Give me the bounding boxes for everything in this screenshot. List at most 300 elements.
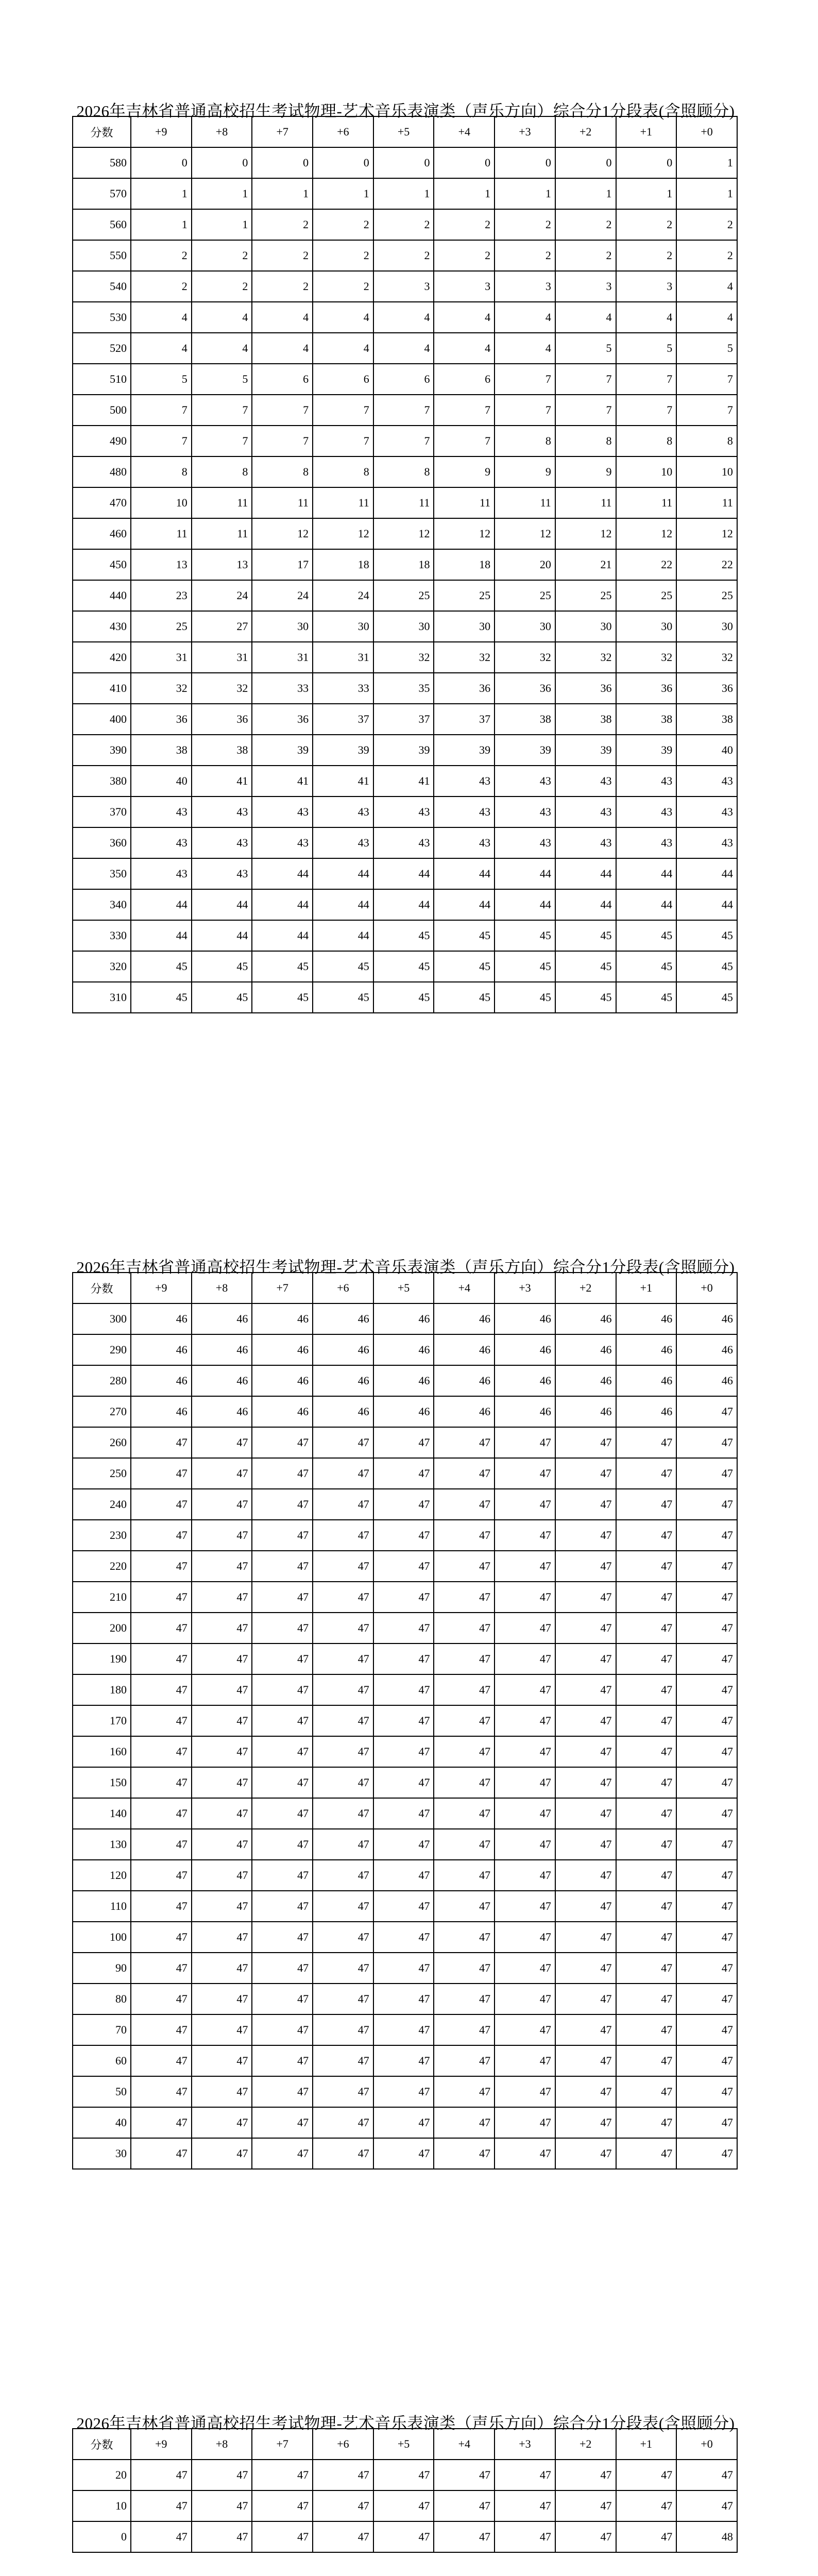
table-row <box>73 1643 737 1674</box>
count-cell: 3 <box>616 271 677 302</box>
table-row <box>73 1365 737 1396</box>
count-cell: 44 <box>313 889 373 920</box>
count-cell: 47 <box>676 1767 737 1798</box>
count-cell: 47 <box>616 1829 677 1860</box>
count-cell: 47 <box>676 1953 737 1984</box>
score-cell: 60 <box>73 2045 131 2076</box>
count-cell: 4 <box>676 271 737 302</box>
count-cell: 45 <box>495 982 555 1013</box>
count-cell: 11 <box>192 487 252 518</box>
table-row <box>73 1798 737 1829</box>
count-cell: 8 <box>313 456 373 487</box>
count-cell: 47 <box>555 1458 616 1489</box>
count-cell: 47 <box>616 1767 677 1798</box>
count-cell: 47 <box>131 1984 192 2014</box>
count-cell: 44 <box>373 889 434 920</box>
count-cell: 47 <box>434 1427 495 1458</box>
count-cell: 46 <box>252 1334 313 1365</box>
count-cell: 45 <box>616 920 677 951</box>
count-cell: 47 <box>131 1767 192 1798</box>
count-cell: 47 <box>131 2460 192 2490</box>
count-cell: 7 <box>555 395 616 426</box>
count-cell: 47 <box>252 2107 313 2138</box>
count-cell: 47 <box>495 1582 555 1613</box>
score-cell: 530 <box>73 302 131 333</box>
count-cell: 44 <box>192 889 252 920</box>
count-cell: 46 <box>555 1334 616 1365</box>
score-cell: 30 <box>73 2138 131 2169</box>
count-cell: 32 <box>676 642 737 673</box>
count-cell: 47 <box>676 1520 737 1551</box>
count-cell: 46 <box>131 1396 192 1427</box>
count-cell: 30 <box>676 611 737 642</box>
count-cell: 47 <box>373 1643 434 1674</box>
count-cell: 47 <box>131 1582 192 1613</box>
score-cell: 130 <box>73 1829 131 1860</box>
count-cell: 47 <box>555 2460 616 2490</box>
count-cell: 47 <box>555 1736 616 1767</box>
count-cell: 46 <box>373 1303 434 1334</box>
score-cell: 40 <box>73 2107 131 2138</box>
count-cell: 7 <box>495 364 555 395</box>
count-cell: 10 <box>676 456 737 487</box>
count-cell: 47 <box>676 1396 737 1427</box>
count-cell: 5 <box>192 364 252 395</box>
table-row <box>73 673 737 704</box>
score-table <box>72 116 738 1013</box>
header-row <box>73 116 737 147</box>
count-cell: 47 <box>616 2490 677 2521</box>
count-cell: 41 <box>373 766 434 796</box>
count-cell: 47 <box>131 2045 192 2076</box>
count-cell: 25 <box>555 580 616 611</box>
count-cell: 12 <box>313 518 373 549</box>
count-cell: 37 <box>373 704 434 735</box>
count-cell: 47 <box>313 1705 373 1736</box>
header-row <box>73 1273 737 1303</box>
score-cell: 390 <box>73 735 131 766</box>
count-cell: 47 <box>555 2490 616 2521</box>
count-cell: 47 <box>373 2460 434 2490</box>
count-cell: 45 <box>555 982 616 1013</box>
score-cell: 310 <box>73 982 131 1013</box>
count-cell: 4 <box>131 302 192 333</box>
count-cell: 43 <box>495 827 555 858</box>
header-bonus: +2 <box>555 1273 616 1303</box>
count-cell: 47 <box>252 2045 313 2076</box>
count-cell: 47 <box>434 2521 495 2552</box>
count-cell: 32 <box>192 673 252 704</box>
count-cell: 39 <box>555 735 616 766</box>
count-cell: 47 <box>373 1551 434 1582</box>
count-cell: 44 <box>434 858 495 889</box>
count-cell: 7 <box>676 395 737 426</box>
count-cell: 47 <box>434 1582 495 1613</box>
count-cell: 25 <box>373 580 434 611</box>
count-cell: 47 <box>676 2138 737 2169</box>
count-cell: 47 <box>495 2076 555 2107</box>
count-cell: 45 <box>192 982 252 1013</box>
header-bonus: +8 <box>192 116 252 147</box>
count-cell: 47 <box>131 2014 192 2045</box>
score-cell: 380 <box>73 766 131 796</box>
score-cell: 560 <box>73 209 131 240</box>
header-bonus: +8 <box>192 2429 252 2460</box>
count-cell: 47 <box>373 1922 434 1953</box>
count-cell: 47 <box>313 1582 373 1613</box>
page-2 <box>0 1156 818 2312</box>
count-cell: 47 <box>434 2490 495 2521</box>
count-cell: 44 <box>373 858 434 889</box>
count-cell: 3 <box>373 271 434 302</box>
count-cell: 47 <box>192 1953 252 1984</box>
count-cell: 33 <box>252 673 313 704</box>
count-cell: 45 <box>373 982 434 1013</box>
count-cell: 22 <box>616 549 677 580</box>
score-cell: 270 <box>73 1396 131 1427</box>
count-cell: 47 <box>313 1736 373 1767</box>
count-cell: 47 <box>252 1705 313 1736</box>
count-cell: 2 <box>434 209 495 240</box>
count-cell: 43 <box>252 827 313 858</box>
header-bonus: +7 <box>252 1273 313 1303</box>
count-cell: 46 <box>495 1334 555 1365</box>
count-cell: 47 <box>131 1674 192 1705</box>
count-cell: 7 <box>373 395 434 426</box>
count-cell: 13 <box>131 549 192 580</box>
header-bonus: +1 <box>616 2429 677 2460</box>
count-cell: 47 <box>555 1613 616 1643</box>
count-cell: 47 <box>676 1551 737 1582</box>
count-cell: 47 <box>495 1613 555 1643</box>
count-cell: 22 <box>676 549 737 580</box>
count-cell: 43 <box>616 827 677 858</box>
count-cell: 46 <box>495 1396 555 1427</box>
count-cell: 47 <box>495 2045 555 2076</box>
count-cell: 47 <box>495 1643 555 1674</box>
count-cell: 47 <box>252 1551 313 1582</box>
count-cell: 46 <box>131 1334 192 1365</box>
count-cell: 30 <box>495 611 555 642</box>
count-cell: 47 <box>313 1643 373 1674</box>
count-cell: 47 <box>313 1427 373 1458</box>
count-cell: 47 <box>192 2460 252 2490</box>
count-cell: 47 <box>434 2460 495 2490</box>
count-cell: 47 <box>495 1674 555 1705</box>
count-cell: 47 <box>192 1767 252 1798</box>
table-row <box>73 1582 737 1613</box>
count-cell: 47 <box>252 1458 313 1489</box>
count-cell: 47 <box>616 1489 677 1520</box>
table-title: 2026年吉林省普通高校招生考试物理-艺术音乐表演类（声乐方向）综合分1分段表(含照顾分) <box>76 2414 735 2432</box>
count-cell: 47 <box>495 1922 555 1953</box>
table-row <box>73 889 737 920</box>
count-cell: 43 <box>373 827 434 858</box>
count-cell: 4 <box>313 302 373 333</box>
table-row <box>73 549 737 580</box>
count-cell: 47 <box>676 2460 737 2490</box>
score-cell: 540 <box>73 271 131 302</box>
header-bonus: +3 <box>495 2429 555 2460</box>
score-cell: 70 <box>73 2014 131 2045</box>
count-cell: 47 <box>434 1520 495 1551</box>
count-cell: 47 <box>434 1736 495 1767</box>
table-row <box>73 2076 737 2107</box>
table-row <box>73 1427 737 1458</box>
count-cell: 47 <box>252 2460 313 2490</box>
count-cell: 47 <box>495 2521 555 2552</box>
count-cell: 47 <box>313 2138 373 2169</box>
score-cell: 520 <box>73 333 131 364</box>
count-cell: 47 <box>131 1551 192 1582</box>
count-cell: 7 <box>252 395 313 426</box>
count-cell: 0 <box>313 147 373 178</box>
count-cell: 46 <box>434 1365 495 1396</box>
count-cell: 47 <box>192 1643 252 1674</box>
count-cell: 47 <box>252 2490 313 2521</box>
count-cell: 11 <box>131 518 192 549</box>
header-bonus: +9 <box>131 1273 192 1303</box>
count-cell: 47 <box>313 2076 373 2107</box>
count-cell: 32 <box>495 642 555 673</box>
count-cell: 36 <box>252 704 313 735</box>
count-cell: 43 <box>616 766 677 796</box>
score-cell: 240 <box>73 1489 131 1520</box>
count-cell: 47 <box>313 1767 373 1798</box>
count-cell: 47 <box>434 1551 495 1582</box>
count-cell: 44 <box>555 858 616 889</box>
count-cell: 10 <box>616 456 677 487</box>
count-cell: 47 <box>495 2490 555 2521</box>
count-cell: 11 <box>313 487 373 518</box>
score-cell: 180 <box>73 1674 131 1705</box>
count-cell: 3 <box>495 271 555 302</box>
table-row <box>73 333 737 364</box>
count-cell: 35 <box>373 673 434 704</box>
header-row <box>73 2429 737 2460</box>
count-cell: 12 <box>495 518 555 549</box>
count-cell: 47 <box>434 1798 495 1829</box>
count-cell: 47 <box>192 2521 252 2552</box>
count-cell: 47 <box>676 1489 737 1520</box>
count-cell: 8 <box>555 426 616 456</box>
table-row <box>73 426 737 456</box>
score-cell: 410 <box>73 673 131 704</box>
count-cell: 47 <box>434 1767 495 1798</box>
count-cell: 47 <box>373 1705 434 1736</box>
count-cell: 23 <box>131 580 192 611</box>
score-cell: 110 <box>73 1891 131 1922</box>
count-cell: 1 <box>131 209 192 240</box>
count-cell: 47 <box>676 1582 737 1613</box>
count-cell: 47 <box>252 1922 313 1953</box>
score-cell: 220 <box>73 1551 131 1582</box>
count-cell: 46 <box>676 1365 737 1396</box>
count-cell: 44 <box>434 889 495 920</box>
count-cell: 0 <box>616 147 677 178</box>
count-cell: 47 <box>434 1674 495 1705</box>
header-score: 分数 <box>73 1273 131 1303</box>
count-cell: 40 <box>676 735 737 766</box>
score-cell: 250 <box>73 1458 131 1489</box>
count-cell: 41 <box>192 766 252 796</box>
count-cell: 9 <box>434 456 495 487</box>
count-cell: 47 <box>495 1767 555 1798</box>
count-cell: 6 <box>434 364 495 395</box>
count-cell: 7 <box>555 364 616 395</box>
count-cell: 47 <box>555 1798 616 1829</box>
count-cell: 47 <box>313 1922 373 1953</box>
count-cell: 36 <box>616 673 677 704</box>
table-row <box>73 1891 737 1922</box>
count-cell: 0 <box>252 147 313 178</box>
count-cell: 7 <box>676 364 737 395</box>
score-cell: 150 <box>73 1767 131 1798</box>
count-cell: 47 <box>313 1551 373 1582</box>
count-cell: 44 <box>495 858 555 889</box>
count-cell: 47 <box>616 1458 677 1489</box>
count-cell: 47 <box>192 1520 252 1551</box>
count-cell: 47 <box>131 1736 192 1767</box>
page-3 <box>0 2312 818 2576</box>
table-row <box>73 364 737 395</box>
count-cell: 46 <box>313 1334 373 1365</box>
count-cell: 47 <box>555 2014 616 2045</box>
table-row <box>73 1829 737 1860</box>
table-row <box>73 704 737 735</box>
count-cell: 13 <box>192 549 252 580</box>
count-cell: 47 <box>252 1427 313 1458</box>
count-cell: 43 <box>131 858 192 889</box>
count-cell: 45 <box>434 920 495 951</box>
count-cell: 45 <box>434 982 495 1013</box>
count-cell: 38 <box>495 704 555 735</box>
count-cell: 45 <box>495 920 555 951</box>
count-cell: 47 <box>373 1427 434 1458</box>
count-cell: 32 <box>616 642 677 673</box>
count-cell: 27 <box>192 611 252 642</box>
score-cell: 90 <box>73 1953 131 1984</box>
score-cell: 260 <box>73 1427 131 1458</box>
count-cell: 47 <box>616 1860 677 1891</box>
table-row <box>73 487 737 518</box>
count-cell: 38 <box>192 735 252 766</box>
count-cell: 46 <box>192 1365 252 1396</box>
table-row <box>73 178 737 209</box>
count-cell: 47 <box>252 2014 313 2045</box>
count-cell: 24 <box>313 580 373 611</box>
count-cell: 47 <box>192 1551 252 1582</box>
count-cell: 47 <box>555 1643 616 1674</box>
count-cell: 5 <box>131 364 192 395</box>
table-row <box>73 982 737 1013</box>
header-bonus: +9 <box>131 2429 192 2460</box>
score-cell: 490 <box>73 426 131 456</box>
table-row <box>73 302 737 333</box>
score-cell: 190 <box>73 1643 131 1674</box>
score-cell: 10 <box>73 2490 131 2521</box>
count-cell: 43 <box>313 796 373 827</box>
count-cell: 43 <box>676 827 737 858</box>
count-cell: 46 <box>313 1396 373 1427</box>
count-cell: 12 <box>373 518 434 549</box>
count-cell: 47 <box>555 1705 616 1736</box>
count-cell: 24 <box>192 580 252 611</box>
table-row <box>73 1489 737 1520</box>
count-cell: 39 <box>373 735 434 766</box>
table-row <box>73 1767 737 1798</box>
count-cell: 47 <box>373 1489 434 1520</box>
count-cell: 47 <box>676 1427 737 1458</box>
table-row <box>73 796 737 827</box>
count-cell: 47 <box>495 1736 555 1767</box>
count-cell: 47 <box>616 1613 677 1643</box>
table-row <box>73 2138 737 2169</box>
header-bonus: +4 <box>434 2429 495 2460</box>
count-cell: 12 <box>434 518 495 549</box>
count-cell: 0 <box>495 147 555 178</box>
count-cell: 47 <box>373 1613 434 1643</box>
table-row <box>73 920 737 951</box>
count-cell: 41 <box>252 766 313 796</box>
score-cell: 550 <box>73 240 131 271</box>
count-cell: 47 <box>131 1922 192 1953</box>
count-cell: 39 <box>495 735 555 766</box>
count-cell: 0 <box>373 147 434 178</box>
header-score: 分数 <box>73 116 131 147</box>
count-cell: 38 <box>131 735 192 766</box>
count-cell: 11 <box>616 487 677 518</box>
count-cell: 47 <box>252 2138 313 2169</box>
count-cell: 47 <box>676 1643 737 1674</box>
count-cell: 47 <box>252 1984 313 2014</box>
header-bonus: +5 <box>373 1273 434 1303</box>
header-bonus: +3 <box>495 1273 555 1303</box>
count-cell: 8 <box>192 456 252 487</box>
count-cell: 47 <box>131 1705 192 1736</box>
count-cell: 47 <box>495 1427 555 1458</box>
count-cell: 47 <box>555 1489 616 1520</box>
count-cell: 47 <box>434 2014 495 2045</box>
count-cell: 46 <box>192 1396 252 1427</box>
score-cell: 350 <box>73 858 131 889</box>
count-cell: 46 <box>131 1365 192 1396</box>
table-title: 2026年吉林省普通高校招生考试物理-艺术音乐表演类（声乐方向）综合分1分段表(含照顾分) <box>76 102 735 120</box>
header-bonus: +6 <box>313 1273 373 1303</box>
count-cell: 47 <box>555 2107 616 2138</box>
count-cell: 47 <box>313 1674 373 1705</box>
count-cell: 5 <box>616 333 677 364</box>
count-cell: 37 <box>313 704 373 735</box>
count-cell: 1 <box>434 178 495 209</box>
count-cell: 2 <box>131 271 192 302</box>
count-cell: 47 <box>555 1953 616 1984</box>
count-cell: 32 <box>131 673 192 704</box>
score-cell: 0 <box>73 2521 131 2552</box>
count-cell: 44 <box>555 889 616 920</box>
count-cell: 46 <box>252 1396 313 1427</box>
count-cell: 2 <box>676 209 737 240</box>
count-cell: 47 <box>434 1613 495 1643</box>
count-cell: 47 <box>252 1520 313 1551</box>
count-cell: 47 <box>616 1551 677 1582</box>
count-cell: 2 <box>495 209 555 240</box>
count-cell: 47 <box>373 1798 434 1829</box>
count-cell: 2 <box>434 240 495 271</box>
count-cell: 7 <box>434 395 495 426</box>
count-cell: 46 <box>555 1396 616 1427</box>
header-bonus: +0 <box>676 1273 737 1303</box>
